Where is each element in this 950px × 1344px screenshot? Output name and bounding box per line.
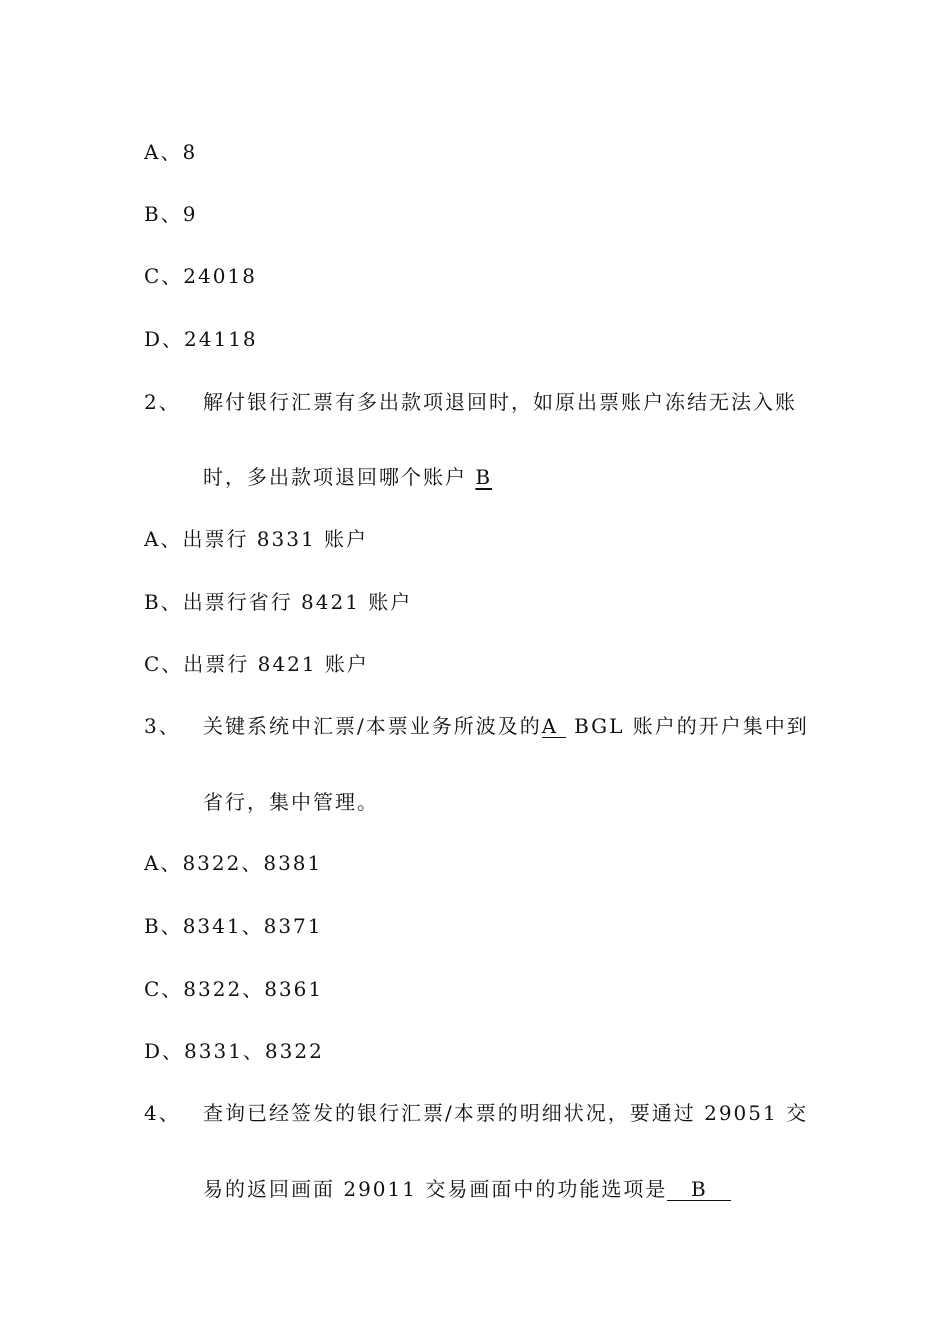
- q3-text-line1: [203, 714, 809, 738]
- q3-text-post: BGL 账户的开户集中到: [574, 714, 809, 738]
- q2-text-line2-body: 时，多出款项退回哪个账户: [203, 465, 467, 489]
- q2-option-c: C、出票行 8421 账户: [144, 652, 369, 676]
- q4-text-line2-body: 易的返回画面 29011 交易画面中的功能选项是: [203, 1177, 668, 1201]
- q4-answer: B: [667, 1178, 731, 1201]
- q2-text-line2: [203, 465, 492, 489]
- q1-option-c: C、24018: [144, 264, 257, 288]
- q3-answer: A: [542, 715, 566, 738]
- q3-text-line2: 省行，集中管理。: [203, 790, 379, 814]
- q1-option-d: D、24118: [144, 327, 258, 351]
- q4-number: 4、: [144, 1101, 181, 1125]
- q2-option-b: B、出票行省行 8421 账户: [144, 590, 413, 614]
- q3-text-pre: 关键系统中汇票/本票业务所波及的: [203, 714, 542, 738]
- q3-option-c: C、8322、8361: [144, 977, 324, 1001]
- q1-option-b: B、9: [144, 202, 198, 226]
- q3-option-d: D、8331、8322: [144, 1039, 324, 1063]
- q1-option-a: A、8: [144, 140, 198, 164]
- q4-text-line1: 查询已经签发的银行汇票/本票的明细状况，要通过 29051 交: [203, 1101, 809, 1125]
- q2-text-line1: 解付银行汇票有多出款项退回时，如原出票账户冻结无法入账: [203, 390, 797, 414]
- q2-answer: B: [475, 465, 493, 489]
- q3-option-a: A、8322、8381: [144, 851, 323, 875]
- q2-number: 2、: [144, 390, 181, 414]
- q3-number: 3、: [144, 714, 181, 738]
- q2-option-a: A、出票行 8331 账户: [144, 527, 369, 551]
- q3-option-b: B、8341、8371: [144, 914, 323, 938]
- q4-text-line2: [203, 1177, 731, 1201]
